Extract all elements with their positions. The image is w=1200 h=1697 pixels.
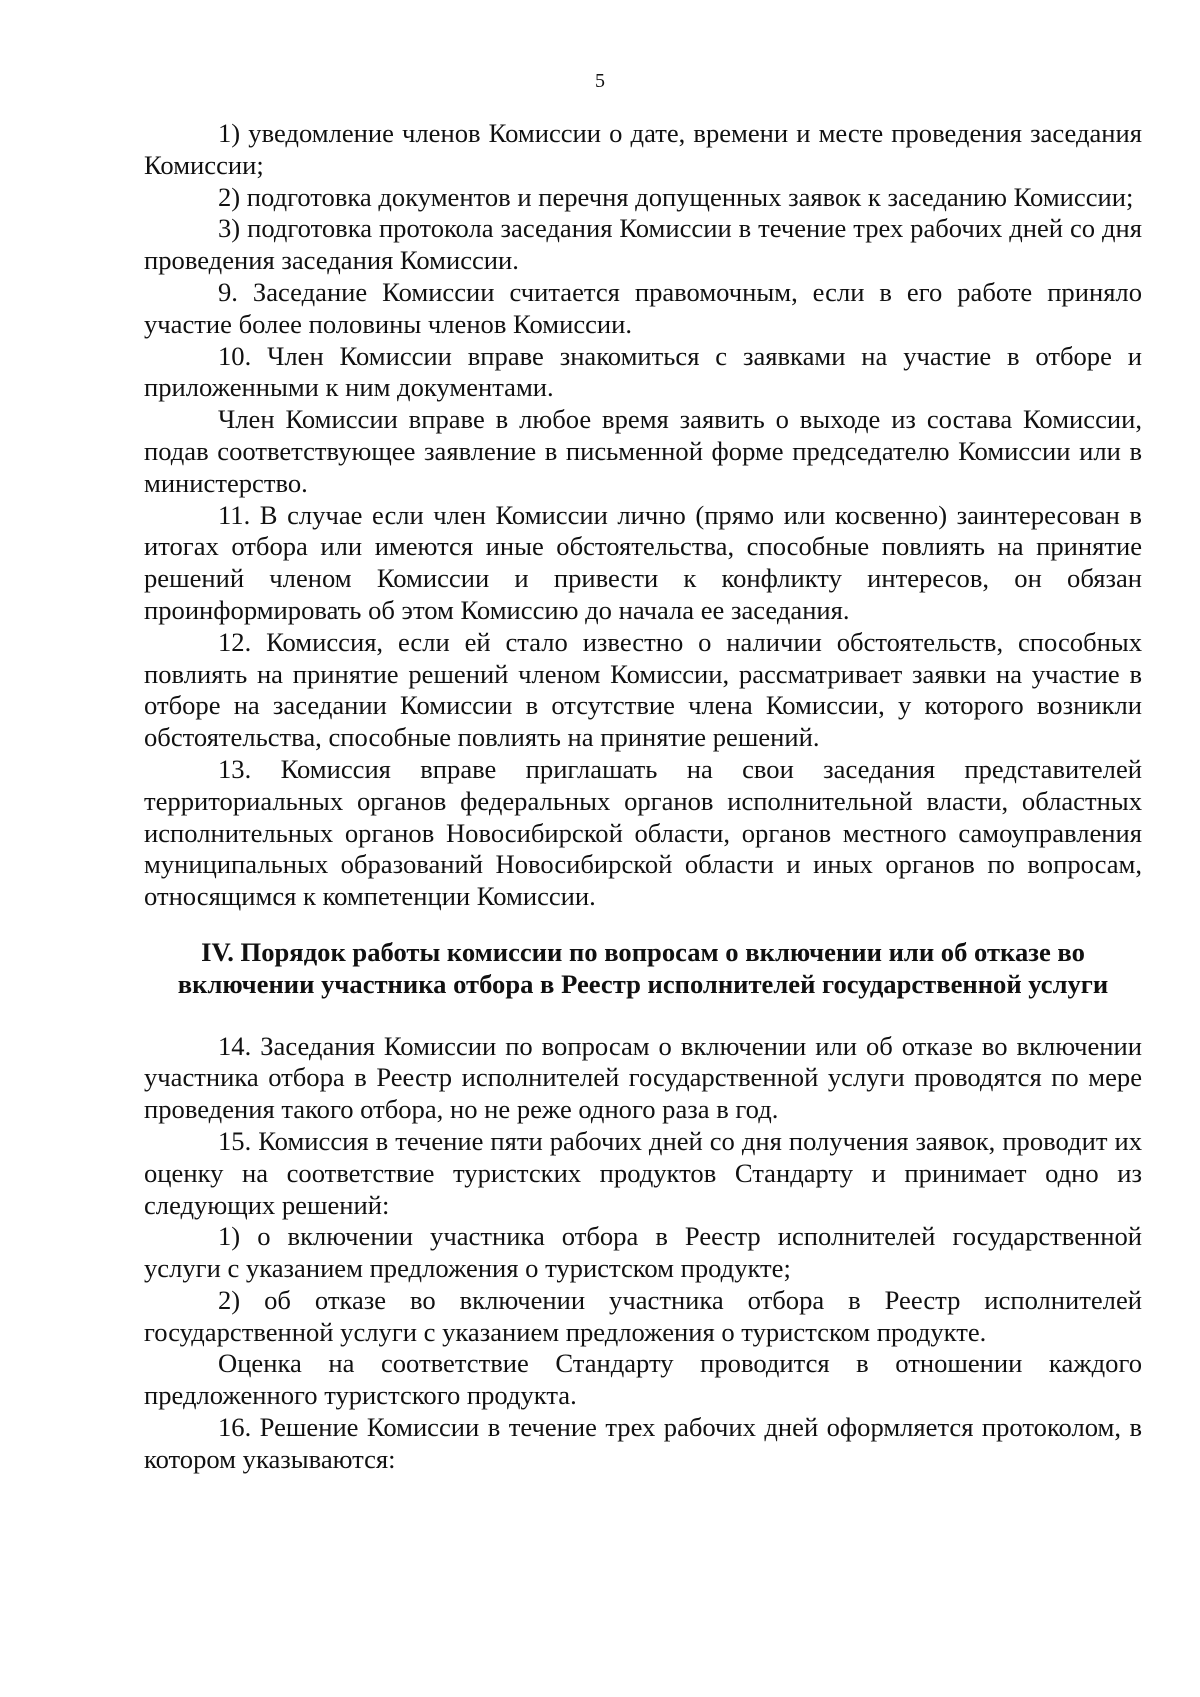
page-number: 5 [595, 70, 605, 92]
paragraph: 1) уведомление членов Комиссии о дате, времени и месте проведения заседания Комиссии; [144, 118, 1142, 180]
paragraph: 2) подготовка документов и перечня допущенных заявок к заседанию Комиссии; [218, 181, 1134, 212]
paragraph: 10. Член Комиссии вправе знакомиться с заявками на участие в отборе и приложенными к ним документами. [144, 340, 1142, 403]
paragraph: 11. В случае если член Комиссии лично (прямо или косвенно) заинтересован в итогах отбора или имеются иные обстоятельства, способные повлиять на принятие решений членом Комиссии и привести к конфликту интересов, он обязан проинформировать об этом Комиссию до начала ее заседания. [144, 499, 1142, 625]
paragraph: 9. Заседание Комиссии считается правомочным, если в его работе приняло участие более половины членов Комиссии. [144, 276, 1142, 339]
paragraph: 14. Заседания Комиссии по вопросам о включении или об отказе во включении участника отбора в Реестр исполнителей государственной услуги проводятся по мере проведения такого отбора, но не реже одного раза в год. [144, 1030, 1142, 1125]
document-body [144, 118, 1142, 1476]
paragraph: Оценка на соответствие Стандарту проводится в отношении каждого предложенного туристского продукта. [144, 1348, 1142, 1411]
paragraph: 13. Комиссия вправе приглашать на свои заседания представителей территориальных органов федеральных органов исполнительной власти, областных исполнительных органов Новосибирской области, органов местного самоуправления муниципальных образований Новосибирской области и иных органов по вопросам, относящимся к компетенции Комиссии. [144, 753, 1142, 912]
paragraph: Член Комиссии вправе в любое время заявить о выходе из состава Комиссии, подав соответствующее заявление в письменной форме председателю Комиссии или в министерство. [144, 404, 1142, 498]
paragraph: 16. Решение Комиссии в течение трех рабочих дней оформляется протоколом, в котором указываются: [144, 1412, 1142, 1474]
section-heading: IV. Порядок работы комиссии по вопросам о включении или об отказе во включении участника отбора в Реестр исполнителей государственной услуги [177, 936, 1109, 999]
paragraph: 3) подготовка протокола заседания Комиссии в течение трех рабочих дней со дня проведения заседания Комиссии. [144, 213, 1142, 276]
paragraph: 15. Комиссия в течение пяти рабочих дней со дня получения заявок, проводит их оценку на соответствие туристских продуктов Стандарту и принимает одно из следующих решений: [144, 1125, 1142, 1220]
paragraph: 2) об отказе во включении участника отбора в Реестр исполнителей государственной услуги с указанием предложения о туристском продукте. [144, 1284, 1142, 1347]
paragraph: 12. Комиссия, если ей стало известно о наличии обстоятельств, способных повлиять на принятие решений членом Комиссии, рассматривает заявки на участие в отборе на заседании Комиссии в отсутствие члена Комиссии, у которого возникли обстоятельства, способные повлиять на принятие решений. [144, 626, 1142, 753]
paragraph: 1) о включении участника отбора в Реестр исполнителей государственной услуги с указанием предложения о туристском продукте; [144, 1221, 1142, 1284]
